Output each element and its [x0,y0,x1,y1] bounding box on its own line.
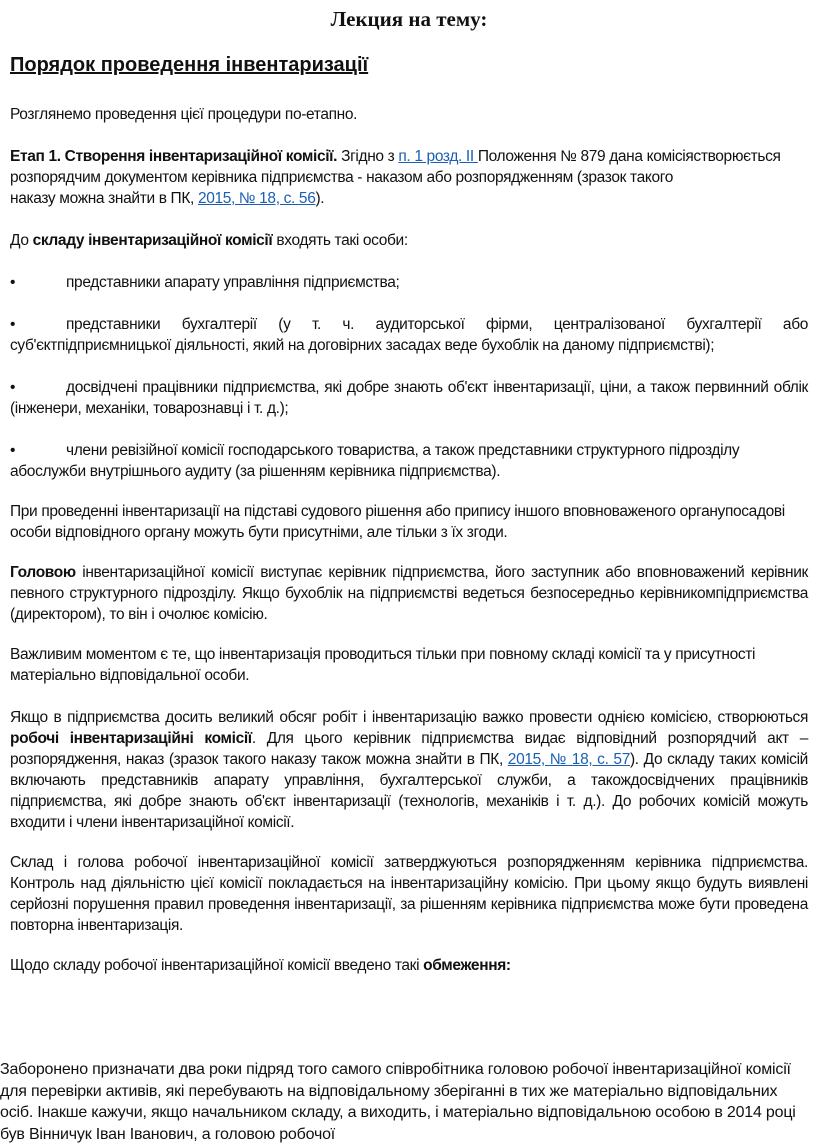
text-segment: При проведенні інвентаризації на підставі судового рішення або припису іншого вповноваженого органупосадові особи відповідного органу можуть бути присутніми, але тільки з їх згоди. [10,503,785,541]
text-segment: Важливим моментом є те, що інвентаризація проводиться тільки при повному складі комісії та у присутності матеріально відповідальної особи. [10,646,756,684]
restrictions-text-paragraph: Заборонено призначати два роки підряд того самого співробітника головою робочої інвентаризаційної комісії для перевірки активів, які перебувають на відповідальному зберіганні в тих же матеріально відповідальних осіб. Інакше кажучи, якщо начальником складу, а виходить, і матеріально відповідальною особою в 2014 році був Вінничук Іван Іванович, а головою робочої [0,1061,796,1143]
text-segment: представники апарату управління підприємства; [66,274,400,291]
bullet-icon: • [10,442,16,459]
document-page [10,0,808,976]
important-paragraph [10,644,808,686]
lecture-title: Лекция на тему: [330,7,488,31]
text-segment: До [10,232,33,249]
reference-link[interactable]: 2015, № 18, с. 57 [507,751,630,768]
bullet-item [10,314,808,356]
intro-paragraph [10,104,808,125]
text-segment: представники бухгалтерії (у т. ч. аудиторської фірми, централізованої бухгалтерії або суб'єктпідприємницької діяльності, який на договірних засадах веде бухоблік на даному підприємстві); [10,316,808,354]
text-segment: Якщо в підприємства досить великий обсяг робіт і інвентаризацію важко провести однією комісією, створюються [10,709,808,726]
reference-link[interactable]: п. 1 розд. ІІ [398,148,478,165]
bold-text: обмеження: [423,957,511,974]
text-segment: Згідно з [337,148,399,165]
head-paragraph [10,562,808,625]
text-segment: наказу можна знайти в ПК, [10,190,198,207]
text-segment: члени ревізійної комісії господарського товариства, а також представники структурного підрозділу абослужби внутрішнього аудиту (за рішенням керівника підприємства). [10,442,740,480]
restrictions-paragraph [10,955,808,976]
bullet-icon: • [10,379,16,396]
court-paragraph [10,501,808,543]
text-segment: Склад і голова робочої інвентаризаційної комісії затверджуються розпорядженням керівника підприємства. Контроль над діяльністю цієї комісії покладається на інвентаризаційну комісію. При цьому якщо будуть виявлені серйозні порушення правил проведення інвентаризації, за рішенням керівника підприємства може бути проведена повторна інвентаризація. [10,854,808,934]
commission-composition-paragraph [10,230,808,251]
text-segment: . Для цього керівник підприємства видає відповідний розпорядчий акт – розпорядження, наказ (зразок такого наказу також можна знайти в ПК, [10,730,809,768]
bold-text: Етап 1. Створення інвентаризаційної комісії. [10,148,338,165]
bullet-icon: • [10,274,16,291]
document-body [10,104,808,976]
bullet-item [10,377,808,419]
text-segment: інвентаризаційної комісії виступає керівник підприємства, його заступник або вповноважений керівник певного структурного підрозділу. Якщо бухоблік на підприємстві ведеться безпосередньо керівникомпідприємства (директором), то він і очолює комісію. [10,564,808,623]
approval-paragraph [10,852,808,936]
bullet-item [10,440,808,482]
bold-text: складу інвентаризаційної комісії [32,232,273,249]
working-commissions-paragraph [10,707,808,833]
section-heading: Порядок проведення інвентаризації [10,54,369,76]
text-segment: Розглянемо проведення цієї процедури по-етапно. [10,106,358,123]
reference-link[interactable]: 2015, № 18, с. 56 [197,190,316,207]
text-segment: Положення № 879 дана комісіястворюється розпорядчим документом керівника підприємства - наказом або розпорядженням (зразок такого [10,148,781,186]
bold-text: Головою [10,564,76,581]
bold-text: робочі інвентаризаційні комісії [10,730,252,747]
stage-1-paragraph [10,146,808,209]
bullet-item [10,272,808,293]
text-segment: входять такі особи: [272,232,408,249]
text-segment: ). [315,190,325,207]
text-segment: ). До складу таких комісій включають представників апарату управління, бухгалтерської служби, а такождосвідчених працівників підприємства, які добре знають об'єкт інвентаризації (технологів, механіків і т. д.). До робочих комісій можуть входити і члени інвентаризаційної комісії. [10,751,808,831]
bullet-icon: • [10,316,16,333]
text-segment: Щодо складу робочої інвентаризаційної комісії введено такі [10,957,424,974]
text-segment: досвідчені працівники підприємства, які добре знають об'єкт інвентаризації, ціни, а також первинний облік (інженери, механіки, товарознавці і т. д.); [10,379,808,417]
